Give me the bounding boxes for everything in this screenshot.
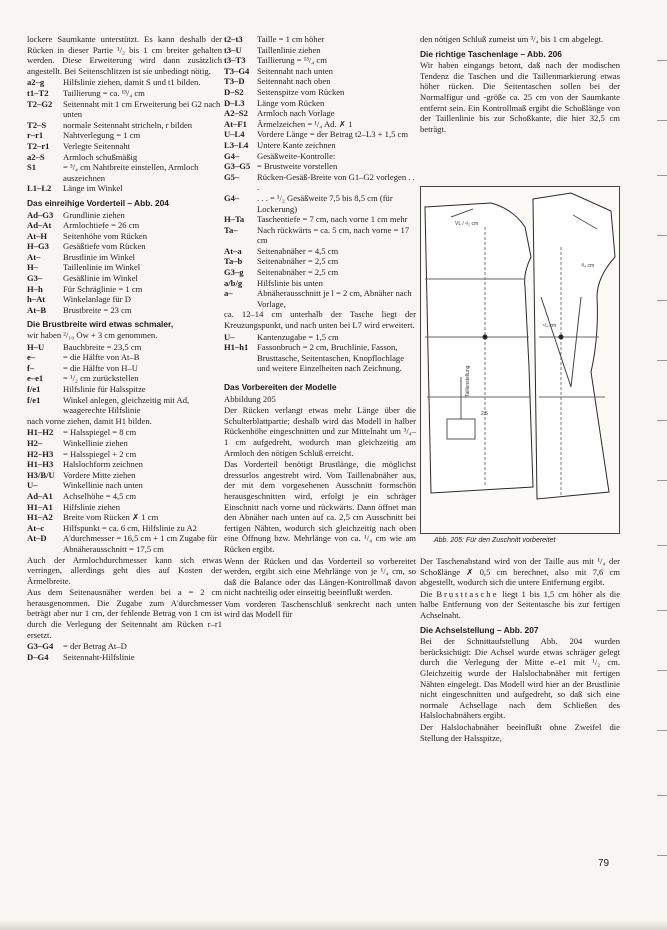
definition-key: H1–A2 [27, 512, 53, 523]
figure-label-d: Taillenstellung [465, 365, 471, 397]
definition-value: Ärmelzeichen = ¹/₄ Ad. ✗ 1 [257, 118, 353, 129]
definition-key: H–Ta [224, 214, 245, 225]
definition-key: Ad–A1 [27, 490, 53, 501]
definition-key: G3–g [224, 267, 244, 278]
definition-row [224, 161, 416, 172]
definition-value: = ¹/₂ cm zurückstellen [63, 373, 139, 384]
definition-key: H3/B/U [27, 469, 55, 480]
definition-row [224, 129, 416, 140]
definition-key: Ta–b [224, 256, 243, 267]
definition-key: T2–r1 [27, 140, 50, 151]
achsel-paragraph: Bei der Schnittaufstellung Abb. 204 wurden berücksichtigt: Die Achsel wurde etwas schräger gelegt durch die Verlegung der Mitte e–e1 mit ¹/₂ cm. Gleichzeitig wurde der Halslochabnäher mit fertigen Nähten eingelegt. Das Modell wird hier an der Brustlinie nicht eingeschnitten und aufgedreht, so daß sich eine normale Achsellage nach dem Schließen des Halslochabnähers ergibt. [420, 636, 620, 721]
definition-key: G3– [27, 273, 43, 284]
vorderteil-paragraph: Das Vorderteil benötigt Brustlänge, die möglichst dressurlos angestrebt wird. Vom Taillenabnäher aus, der mit dem vorgesehenen Ausschnitt formschön herausgeschnitten wird, erfolgt je ein schräger Einschnitt nach vorne und rückwärts. Dann öffnet man den Abnäher nach unten auf ca. 2,5 cm Ausschnitt bei fertigen Nähten, wodurch sich gleichzeitig nach oben eine Öffnung bzw. Mehrlänge von ca. ¹/₄ cm wie am Rücken ergibt. [224, 459, 416, 554]
definition-value: Armlochtiefe = 26 cm [63, 220, 140, 231]
definition-list [27, 641, 222, 662]
definition-value: = Halsspiegel = 8 cm [63, 427, 137, 438]
definition-row [27, 363, 222, 374]
definition-value: = die Hälfte von At–B [63, 352, 140, 363]
definition-key: T3–G4 [224, 65, 250, 76]
definition-row [27, 641, 222, 652]
definition-value: Seitenabnäher = 2,5 cm [257, 256, 339, 267]
definition-value: Abnäherausschnitt je l = 2 cm, Abnäher nach Vorlage, [257, 288, 412, 309]
definition-row [27, 470, 222, 481]
definition-value: Hilfslinie ziehen [63, 501, 121, 512]
definition-row [27, 273, 222, 284]
definition-value: Länge vom Rücken [257, 97, 325, 108]
definition-row [224, 278, 416, 289]
brusttasche-spaced: Brusttasche [436, 588, 499, 599]
definition-value: Hilfslinie für Halsspitze [63, 384, 146, 394]
definition-value: Taillenlinie im Winkel [63, 262, 141, 273]
figure-label-b: ³/₄ cm [581, 263, 595, 269]
definition-key: f– [27, 362, 35, 373]
definition-value: Achselhöhe = 4,5 cm [63, 490, 137, 501]
halsloch-paragraph: Der Halslochabnäher beeinflußt ohne Zweifel die Stellung der Halsspitze, [420, 721, 620, 743]
definition-key: r–r1 [27, 130, 44, 141]
definition-value: Seitenspitze vom Rücken [257, 86, 345, 97]
definition-key: a2–S [27, 151, 45, 162]
section-heading-brustbreite: Die Brustbreite wird etwas schmaler, [27, 319, 174, 330]
definition-row [27, 210, 222, 221]
definition-key: H– [27, 262, 38, 273]
definition-key: At–a [224, 245, 242, 256]
definition-row [27, 262, 222, 273]
page-number: 79 [598, 858, 610, 869]
definition-row [27, 459, 222, 470]
definition-row [224, 256, 416, 267]
kreuzungspunkt-paragraph: ca. 12–14 cm unterhalb der Tasche liegt der Kreuzungspunkt, und nach unten bei L7 wird erweitert. [224, 309, 416, 331]
definition-row [27, 652, 222, 663]
definition-key: A2–S2 [224, 108, 248, 119]
definition-value: Seitennaht-Hilfslinie [63, 651, 135, 662]
definition-value: Taschentiefe = 7 cm, nach vorne 1 cm mehr [257, 214, 408, 225]
definition-key: At–H [27, 230, 48, 241]
definition-value: Seitenabnäher = 2,5 cm [257, 267, 339, 278]
definition-row [27, 241, 222, 252]
definition-key: G4– [224, 192, 240, 203]
pattern-drawing [421, 187, 619, 533]
definition-value: Seitenabnäher = 4,5 cm [257, 245, 339, 256]
definition-value: Taillenlinie ziehen [257, 44, 321, 55]
definition-row [27, 352, 222, 363]
figure-caption: Abb. 205: Für den Zuschnitt vorbereitet [434, 537, 556, 544]
definition-value: Bauchbreite = 23,5 cm [63, 341, 142, 352]
definition-key: G4– [224, 150, 240, 161]
definition-row [27, 130, 222, 141]
definition-value: Hilfslinie ziehen, damit S und t1 bilden. [63, 77, 201, 88]
definition-value: Taillierung = ¹³/₄ cm [257, 55, 327, 66]
definition-row [27, 491, 222, 502]
definition-list [224, 332, 416, 374]
definition-key: U– [27, 480, 38, 491]
definition-row [224, 193, 416, 214]
definition-value: Hilfslinie bis unten [257, 277, 323, 288]
definition-key: t3–T3 [224, 55, 246, 66]
armloch-paragraph: Auch der Armlochdurchmesser kann sich etwas verringen, allerdings geht dies auf Kosten der Ärmelbreite. [27, 554, 222, 586]
definition-row [27, 152, 222, 163]
definition-value: Fassonbruch = 2 cm, Bruchlinie, Fasson, Brusttasche, Seitentaschen, Knopflochlage und weitere Einzelheiten nach Zeichnung. [257, 342, 405, 374]
h1-note: nach vorne ziehen, damit H1 bilden. [27, 415, 152, 426]
definition-key: D–S2 [224, 86, 244, 97]
definition-key: H1–h1 [224, 342, 249, 353]
definition-key: t1–T2 [27, 87, 49, 98]
definition-key: h–At [27, 294, 46, 305]
definition-row [224, 45, 416, 56]
brusttasche-post: liegt 1 bis 1,5 cm höher als die halbe Entfernung von der Seitentasche bis zur fertigen Achselnaht. [420, 588, 621, 620]
taschenlage-paragraph: Wir haben eingangs betont, daß nach der modischen Tendenz die Taschen und die Taillenmarkierung etwas höher rücken. Die Seitentaschen sollen bei der Normalfigur und -größe ca. 25 cm von der Saumkante entfernt sein. Ein Kontrollmaß ergibt die Schoßlänge von der Taillenlinie bis zur Schoßkante, die hier 32,5 cm beträgt. [420, 60, 620, 134]
definition-value: Kantenzugabe = 1,5 cm [257, 331, 339, 342]
definition-key: H–G3 [27, 241, 49, 252]
definition-key: G3–G4 [27, 641, 54, 652]
definition-value: Vordere Länge = der Betrag t2–L3 + 1,5 cm [257, 129, 409, 140]
definition-value: Winkellinie ziehen [63, 437, 128, 448]
taschenabstand-paragraph: Der Taschenabstand wird von der Taille aus mit ¹/₄ der Schoßlänge ✗ 0,5 cm berechnet, also mit 7,6 cm abgestellt, wodurch sich die untere Entfernung ergibt. [420, 556, 620, 588]
definition-row [224, 140, 416, 151]
definition-value: Untere Kante zeichnen [257, 139, 336, 150]
definition-value: Gesäßtiefe vom Rücken [63, 241, 146, 252]
definition-row [27, 480, 222, 491]
section-heading-taschenlage: Die richtige Taschenlage – Abb. 206 [420, 48, 562, 59]
definition-row [224, 246, 416, 257]
definition-list [27, 342, 222, 416]
definition-value: Brustlinie im Winkel [63, 251, 136, 262]
definition-key: a2–g [27, 77, 45, 88]
definition-row [27, 120, 222, 131]
definition-row [224, 172, 416, 193]
definition-row [224, 55, 416, 66]
definition-row [27, 427, 222, 438]
definition-key: f/e1 [27, 384, 41, 394]
definition-key: At–B [27, 304, 47, 315]
definition-key: e– [27, 352, 36, 363]
definition-value: Grundlinie ziehen [63, 209, 125, 220]
definition-row [224, 34, 416, 45]
definition-row [224, 342, 416, 374]
definition-key: L3–L4 [224, 139, 249, 150]
definition-list [27, 427, 222, 554]
definition-row [27, 449, 222, 460]
definition-key: H1–H2 [27, 427, 54, 438]
definition-row [27, 502, 222, 513]
figure-label-a: VL / ¹/₂ cm [455, 221, 479, 227]
definition-row [27, 384, 222, 395]
definition-key: D–L3 [224, 97, 245, 108]
definition-key: At–F1 [224, 118, 247, 129]
brusttasche-pre: Die [420, 588, 437, 599]
definition-row [27, 512, 222, 523]
definition-key: f/e1 [27, 394, 41, 405]
definition-key: H–h [27, 283, 43, 294]
definition-row [27, 88, 222, 99]
definition-key: a– [224, 288, 233, 299]
definition-value: Armloch schußmäßig [63, 151, 138, 162]
section-heading-achselstellung: Die Achselstellung – Abb. 207 [420, 624, 539, 635]
intro-paragraph: lockere Saumkante unterstützt. Es kann deshalb der Rücken in dieser Partie ¹/₂ bis 1 cm breiter gehalten werden. Diese Erweiterung wird dann zusätzlich angestellt. Bei Seitenschlitzen ist sie unbedingt nötig. [27, 34, 222, 76]
column-middle [224, 34, 416, 621]
definition-row [27, 284, 222, 295]
definition-value: Armloch nach Vorlage [257, 108, 335, 119]
brusttasche-paragraph [420, 589, 620, 621]
definition-value: Seitennaht nach oben [257, 76, 331, 87]
definition-key: H1–H3 [27, 459, 54, 470]
definition-key: G3–G5 [224, 161, 251, 172]
definition-row [224, 98, 416, 109]
definition-row [224, 76, 416, 87]
definition-value: Seitenhöhe vom Rücken [63, 230, 148, 241]
definition-row [27, 342, 222, 353]
definition-key: H–U [27, 341, 45, 352]
brustbreite-note: wir haben ²/₁₀ Ow + 3 cm genommen. [27, 330, 158, 341]
taschenschluss-paragraph: Vom vorderen Taschenschluß senkrecht nach unten wird das Modell für [224, 598, 416, 620]
definition-value: . . . = ¹/₂ Gesäßweite 7,5 bis 8,5 cm (für Lockerung) [257, 192, 393, 214]
definition-value: = die Hälfte von H–U [63, 362, 139, 373]
definition-row [224, 108, 416, 119]
definition-key: T3–D [224, 76, 245, 87]
definition-key: t3–U [224, 44, 242, 55]
definition-row [27, 395, 222, 416]
definition-value: Hilfspunkt = ca. 6 cm, Hilfslinie zu A2 [63, 522, 197, 533]
figure-reference: Abbildung 205 [224, 393, 276, 404]
figure-label-e: 2,5 [481, 411, 488, 417]
definition-key: L1–L2 [27, 183, 52, 194]
definition-key: S1 [27, 162, 37, 173]
page-bottom-edge [0, 920, 667, 930]
definition-row [27, 252, 222, 263]
definition-value: = Halsspiegel + 2 cm [63, 448, 137, 459]
balance-paragraph: Wenn der Rücken und das Vorderteil so vorbereitet werden, ergibt sich eine Mehrlänge von je ¹/₄ cm, so daß die Balance oder das Längen-Kontrollmaß davon nicht nachteilig oder einseitig beeinflußt werden. [224, 555, 416, 598]
definition-value: Länge im Winkel [63, 183, 123, 194]
definition-row [224, 225, 416, 246]
definition-row [224, 332, 416, 343]
definition-list [27, 77, 222, 194]
edge-ruler-marks [649, 0, 667, 930]
definition-value: Rücken-Gesäß-Breite von G1–G2 vorlegen . . . [257, 171, 415, 193]
schluss-paragraph: den nötigen Schluß zumeist um ³/₄ bis 1 cm abgelegt. [420, 34, 604, 44]
definition-value: Brustbreite = 23 cm [63, 304, 132, 315]
definition-value: normale Seitennaht stricheln, r bilden [63, 119, 193, 130]
definition-key: At–D [27, 533, 47, 544]
definition-list [27, 210, 222, 316]
definition-value: Verlegte Seitennaht [63, 140, 131, 151]
definition-key: H2–H3 [27, 448, 54, 459]
definition-row [27, 220, 222, 231]
definition-row [27, 183, 222, 194]
definition-key: t2–t3 [224, 34, 243, 44]
definition-value: Gesäßlinie im Winkel [63, 273, 138, 284]
definition-value: Winkel anlegen, gleichzeitig mit Ad, waagerechte Hilfslinie [63, 394, 190, 416]
definition-value: Seitennaht nach unten [257, 65, 333, 76]
definition-row [27, 438, 222, 449]
definition-row [27, 533, 222, 554]
definition-key: Ta– [224, 224, 238, 235]
definition-key: D–G4 [27, 651, 49, 662]
definition-value: Für Schräglinie = 1 cm [63, 283, 143, 294]
definition-key: a/b/g [224, 277, 243, 288]
definition-key: At–c [27, 522, 45, 533]
definition-value: Taille = 1 cm höher [257, 34, 325, 44]
definition-row [27, 99, 222, 120]
definition-row [224, 119, 416, 130]
definition-key: T2–S [27, 119, 47, 130]
definition-row [27, 294, 222, 305]
column-right-top [420, 34, 620, 135]
definition-key: G5– [224, 171, 240, 182]
definition-key: T2–G2 [27, 98, 53, 109]
definition-list [224, 34, 416, 309]
definition-row [27, 77, 222, 88]
column-right-bottom [420, 556, 620, 744]
definition-value: Gesäßweite-Kontrolle: [257, 150, 336, 161]
seitenausnaeher-paragraph: Aus dem Seitenausnäher werden bei a = 2 cm herausgenommen. Die Zugabe zum A'durchmesser beträgt aber nur 1 cm, der fehlende Betrag von 1 cm ist durch die Verlegung der Seitennaht am Rücken r–r1 ersetzt. [27, 587, 222, 640]
definition-key: U– [224, 331, 235, 342]
section-heading-modelle: Das Vorbereiten der Modelle [224, 382, 337, 392]
definition-key: Ad–At [27, 220, 52, 231]
definition-row [224, 214, 416, 225]
pattern-figure [420, 186, 620, 534]
definition-value: Breite vom Rücken ✗ 1 cm [63, 512, 159, 523]
definition-row [224, 151, 416, 162]
definition-value: = der Betrag At–D [63, 641, 127, 652]
definition-row [224, 267, 416, 278]
definition-row [27, 523, 222, 534]
definition-row [224, 288, 416, 309]
column-left [27, 34, 222, 662]
definition-row [27, 162, 222, 183]
section-heading-vorderteil: Das einreihige Vorderteil – Abb. 204 [27, 197, 169, 208]
definition-value: Nahtverlegung = 1 cm [63, 130, 141, 141]
definition-value: Winkellinie nach unten [63, 480, 143, 491]
definition-value: Halslochform zeichnen [63, 459, 143, 470]
figure-label-c: ¹/₄ cm [543, 323, 557, 329]
definition-key: H1–A1 [27, 501, 53, 512]
definition-row [27, 141, 222, 152]
ruecken-paragraph: Der Rücken verlangt etwas mehr Länge über die Schulterblattpartie; deshalb wird das Modell in halber Rückenhöhe eingeschnitten und zur Mittelnaht um ³/₄–1 cm aufgedreht, wodurch man gleichzeitig am Armloch den nötigen Schluß erreicht. [224, 405, 416, 458]
definition-row [224, 87, 416, 98]
definition-row [224, 66, 416, 77]
definition-value: = Brustweite vorstellen [257, 161, 338, 172]
definition-key: H2– [27, 437, 43, 448]
definition-key: At– [27, 251, 41, 262]
definition-value: Vordere Mitte ziehen [63, 469, 136, 480]
definition-value: Seitennaht mit 1 cm Erweiterung bei G2 nach unten [63, 98, 221, 120]
definition-value: Winkelanlage für D [63, 294, 131, 305]
definition-key: Ad–G3 [27, 209, 54, 220]
definition-value: = ³/₄ cm Nahtbreite einstellen, Armloch auszeichnen [63, 162, 199, 183]
definition-key: U–L4 [224, 129, 245, 140]
definition-row [27, 305, 222, 316]
definition-value: Taillierung = ca. ¹³/₄ cm [63, 87, 145, 98]
definition-row [27, 373, 222, 384]
definition-value: A'durchmesser = 16,5 cm + 1 cm Zugabe für Abnäherausschnitt = 17,5 cm [63, 533, 218, 554]
definition-key: e–e1 [27, 373, 44, 384]
definition-value: Nach rückwärts = ca. 5 cm, nach vorne = 17 cm [257, 224, 410, 246]
definition-row [27, 231, 222, 242]
